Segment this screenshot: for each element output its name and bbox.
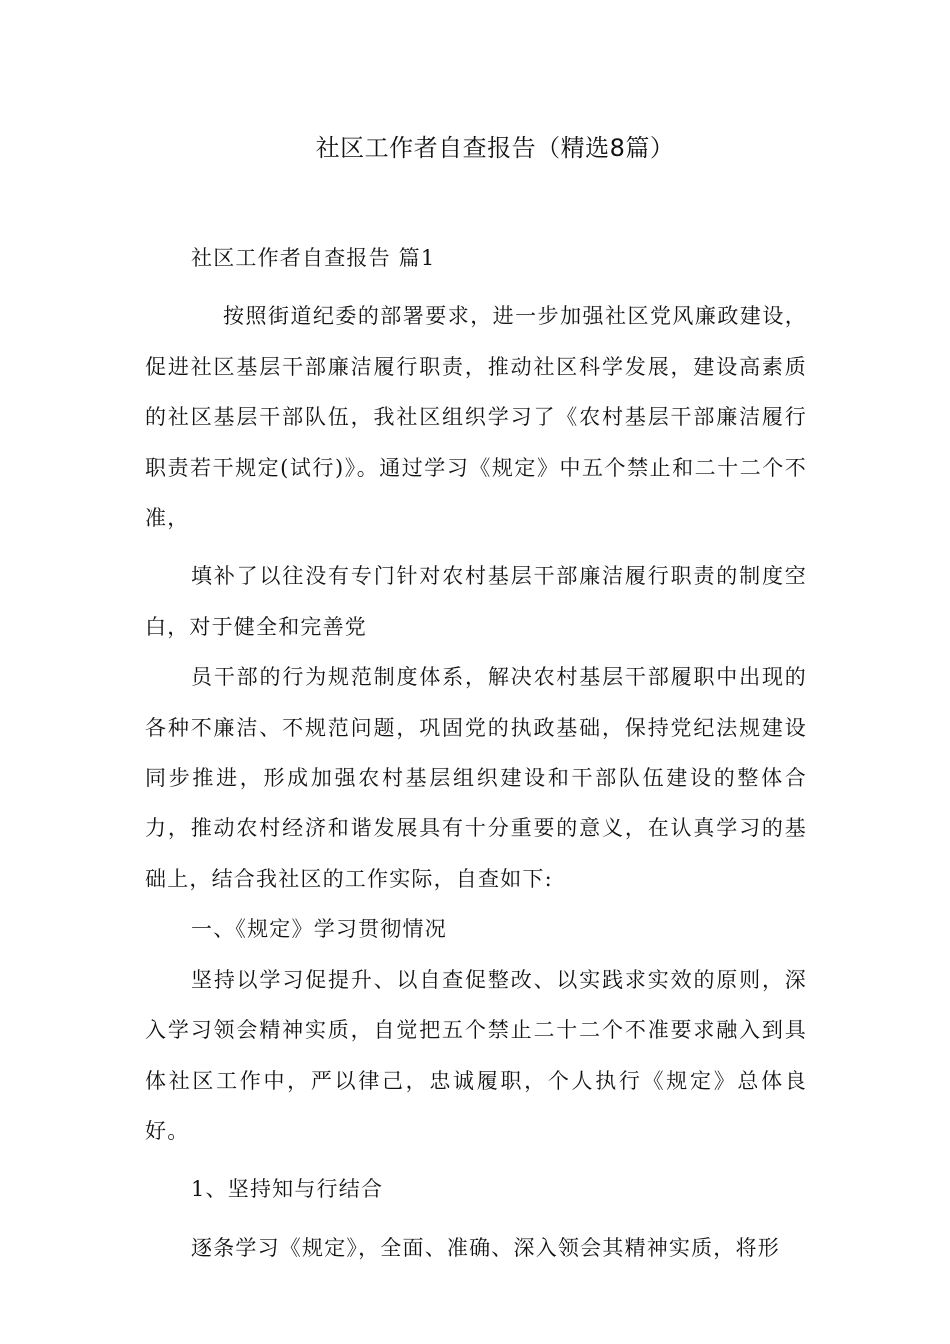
subheading-implementation: 一、《规定》学习贯彻情况	[191, 917, 447, 942]
paragraph-principles: 坚持以学习促提升、以自查促整改、以实践求实效的原则，深入学习领会精神实质，自觉把五个禁止二十二个不准要求融入到具体社区工作中，严以律己，忠诚履职，个人执行《规定》总体良好。	[145, 967, 807, 1143]
subheading-knowledge-action: 1、坚持知与行结合	[191, 1177, 384, 1202]
paragraph-significance: 员干部的行为规范制度体系，解决农村基层干部履职中出现的各种不廉洁、不规范问题，巩固党的执政基础，保持党纪法规建设同步推进，形成加强农村基层组织建设和干部队伍建设的整体合力，推动农村经济和谐发展具有十分重要的意义，在认真学习的基础上，结合我社区的工作实际，自查如下:	[145, 665, 807, 891]
spacer	[145, 1156, 807, 1164]
document-title: 社区工作者自查报告（精选8篇）	[315, 134, 675, 162]
paragraph-intro: 按照街道纪委的部署要求，进一步加强社区党风廉政建设，促进社区基层干部廉洁履行职责，推动社区科学发展，建设高素质的社区基层干部队伍，我社区组织学习了《农村基层干部廉洁履行职责若干规定(试行)》。通过学习《规定》中五个禁止和二十二个不准，	[145, 304, 807, 531]
paragraph-fill-gap: 填补了以往没有专门针对农村基层干部廉洁履行职责的制度空白，对于健全和完善党	[145, 564, 807, 639]
section-heading: 社区工作者自查报告 篇1	[191, 246, 436, 270]
spacer	[145, 1215, 807, 1223]
paragraph-study: 逐条学习《规定》，全面、准确、深入领会其精神实质，将形	[191, 1235, 780, 1260]
document-body	[145, 233, 807, 1273]
spacer	[145, 543, 807, 551]
spacer	[145, 283, 807, 291]
